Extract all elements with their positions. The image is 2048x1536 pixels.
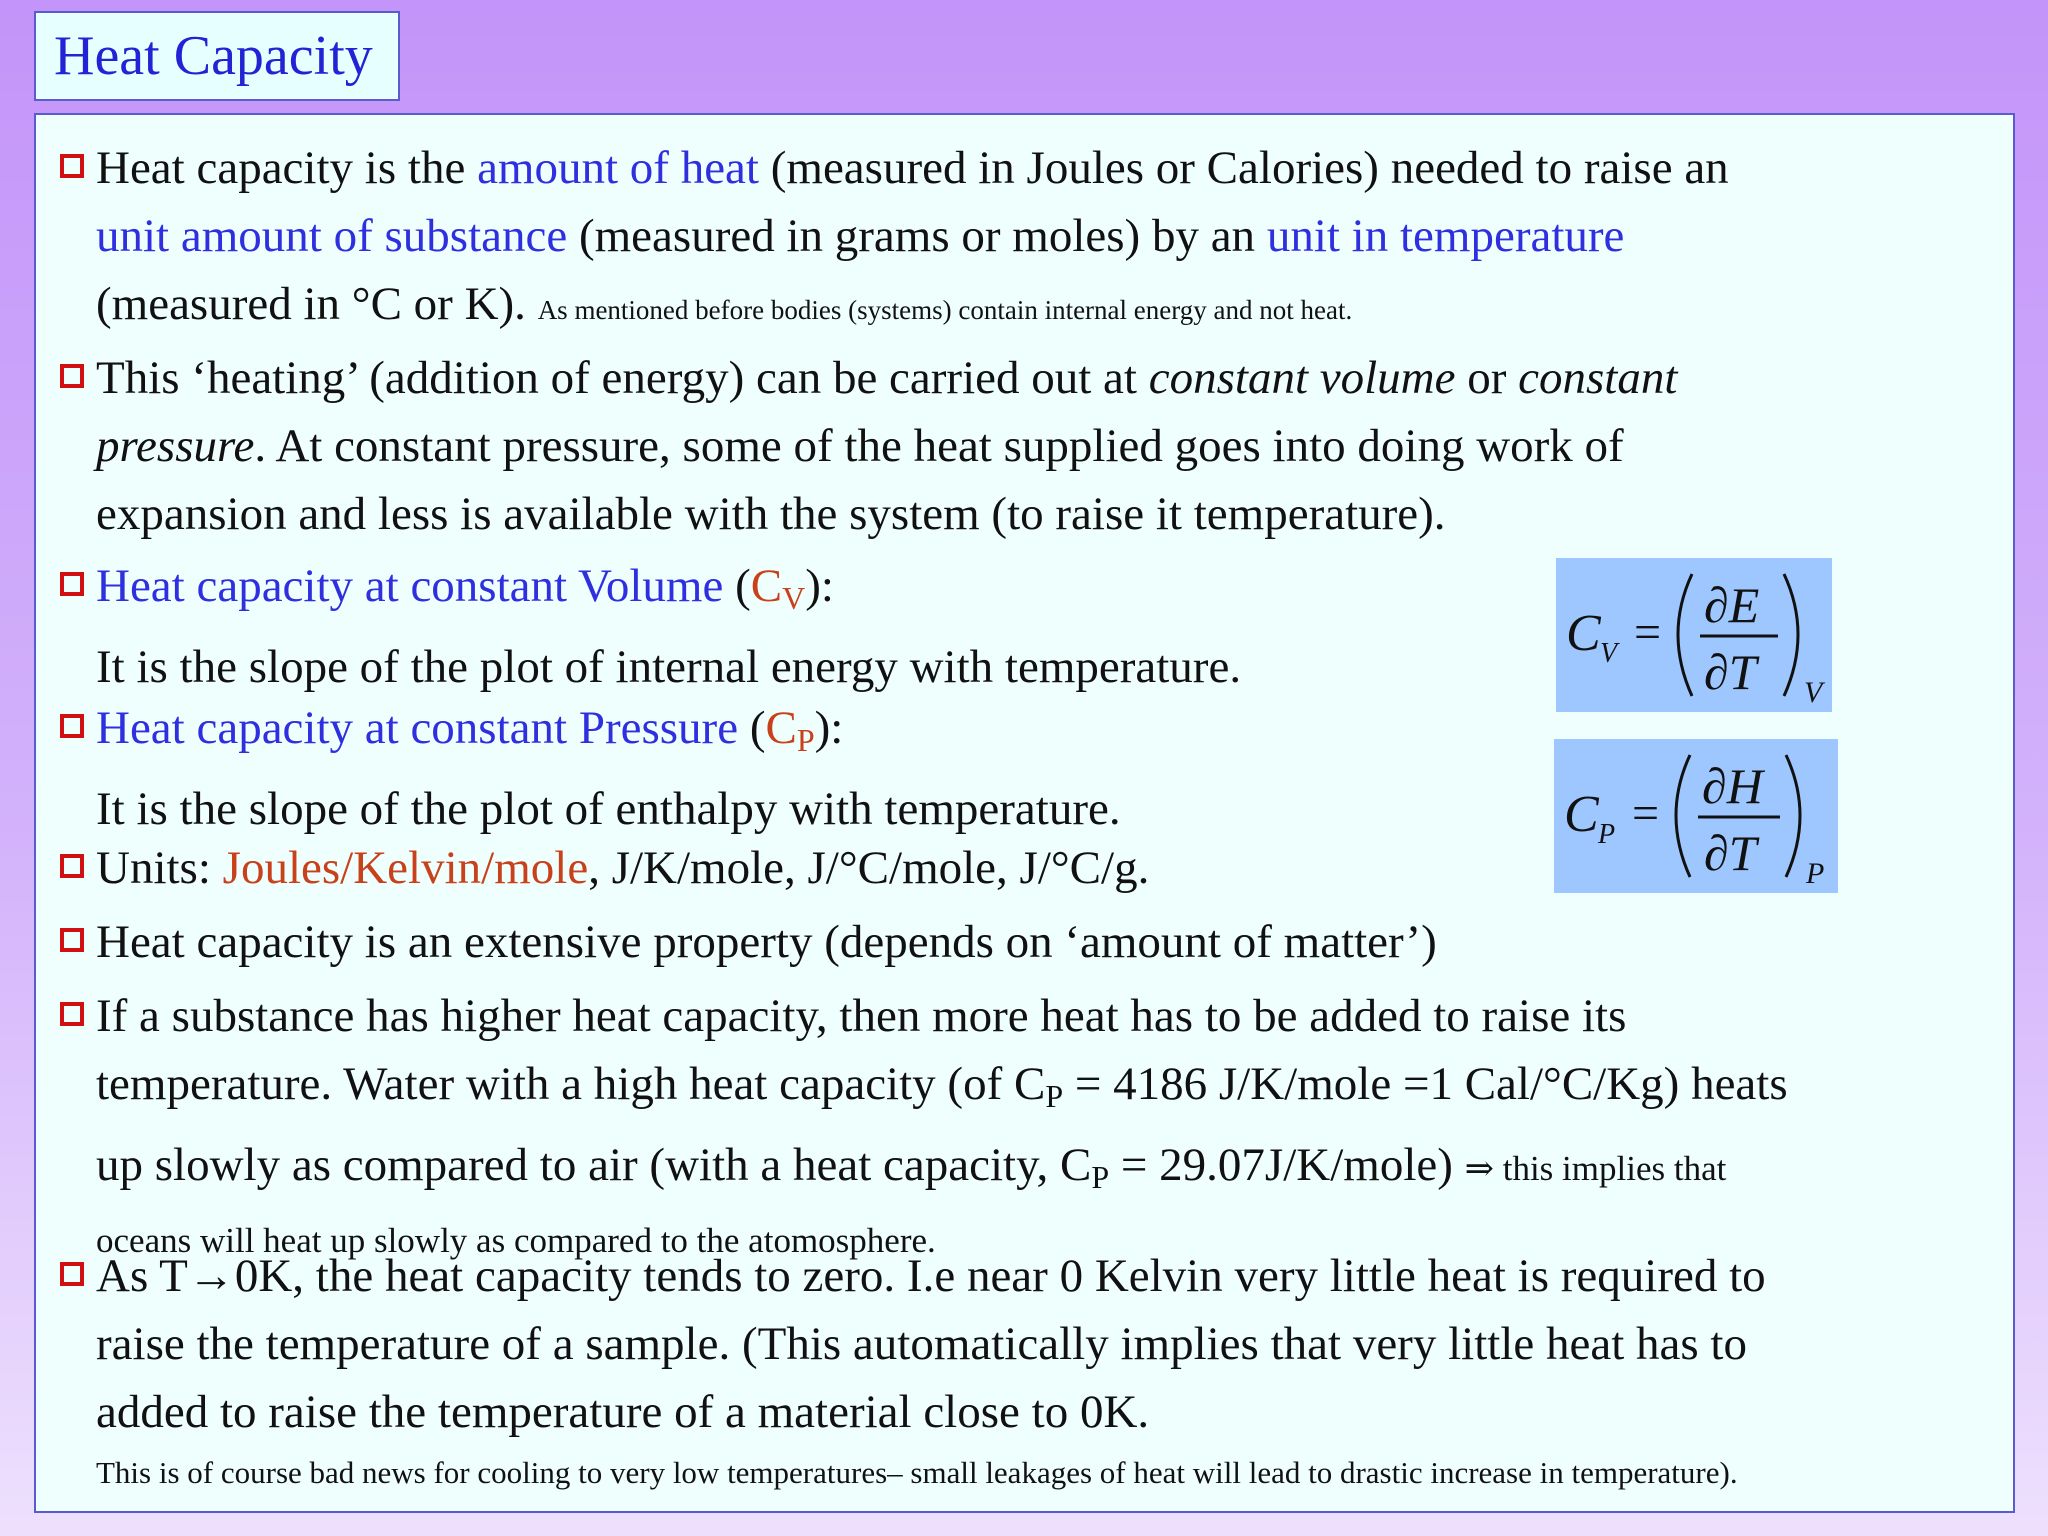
eq-cp-numerator: ∂H bbox=[1702, 758, 1763, 814]
bullet-cv: Heat capacity at constant Volume $(C_V)$: It is the slope of the plot of internal energy with temperature. bbox=[96, 552, 1241, 701]
eq-cp-left-paren bbox=[1676, 755, 1690, 877]
eq-cv-right-paren bbox=[1784, 574, 1798, 696]
eq-cv-lhs: C bbox=[1566, 605, 1601, 662]
equation-cv bbox=[1556, 558, 1832, 712]
eq-cv-left-paren bbox=[1678, 574, 1692, 696]
eq-cp-right-paren bbox=[1786, 755, 1800, 877]
eq-cv-subscript: V bbox=[1804, 676, 1823, 709]
slide-title: Heat Capacity bbox=[34, 11, 400, 101]
eq-cv-denominator: ∂T bbox=[1704, 644, 1757, 700]
eq-cp-denominator: ∂T bbox=[1704, 825, 1757, 881]
eq-cp-subscript: P bbox=[1806, 857, 1825, 890]
bullet-units: Units: Joules/Kelvin/mole, J/K/mole, J/°C/mole, J/°C/g. bbox=[96, 834, 1149, 902]
equation-cp-graphic bbox=[1554, 739, 1838, 893]
bullet-cp: Heat capacity at constant Pressure $(C_P)$: It is the slope of the plot of enthalpy with temperature. bbox=[96, 694, 1121, 843]
bullet-square-icon bbox=[60, 154, 84, 178]
eq-cv-equals: = bbox=[1634, 606, 1662, 659]
eq-cv-lhs-sub: V bbox=[1600, 638, 1618, 669]
equation-cp bbox=[1554, 739, 1838, 893]
eq-cp-lhs-sub: P bbox=[1598, 819, 1616, 850]
bullet-square-icon bbox=[60, 364, 84, 388]
bullet-zero-kelvin: As T→0K, the heat capacity tends to zero. I.e near 0 Kelvin very little heat is required to raise the temperature of a sample. (This automatically implies that very little heat has to added to raise the temperature of a material close to 0K. This is of course bad news for cooling to very low temperatures– small leakages of heat will lead to drastic increase in temperature). bbox=[96, 1242, 1766, 1495]
bullet-square-icon bbox=[60, 1262, 84, 1286]
bullet-square-icon bbox=[60, 854, 84, 878]
equation-cv-graphic bbox=[1556, 558, 1832, 712]
bullet-square-icon bbox=[60, 928, 84, 952]
bullet-extensive-property: Heat capacity is an extensive property (depends on ‘amount of matter’) bbox=[96, 908, 1437, 976]
bullet-heating-conditions: This ‘heating’ (addition of energy) can be carried out at constant volume or constant pressure. At constant pressure, some of the heat supplied goes into doing work of expansion and less is available with the system (to raise it temperature). bbox=[96, 344, 1677, 548]
bullet-heat-capacity-definition: Heat capacity is the amount of heat (measured in Joules or Calories) needed to raise an unit amount of substance (measured in grams or moles) by an unit in temperature (measured in °C or K). As mentioned before bodies (systems) contain internal energy and not heat. bbox=[96, 134, 1729, 344]
bullet-square-icon bbox=[60, 714, 84, 738]
bullet-water-example: If a substance has higher heat capacity, then more heat has to be added to raise its temperature. Water with a high heat capacity (of $C_P = 4186$ J/K/mole =1 Cal/°C/Kg) heats up slowly as compared to air (with a heat capacity, $C_P$ = 29.07J/K/mole) ⇒ this implies that oceans will heat up slowly as compared to the atomosphere. bbox=[96, 982, 1788, 1266]
eq-cp-lhs: C bbox=[1564, 786, 1599, 843]
eq-cp-equals: = bbox=[1632, 787, 1660, 840]
bullet-square-icon bbox=[60, 572, 84, 596]
eq-cv-numerator: ∂E bbox=[1704, 577, 1760, 633]
bullet-square-icon bbox=[60, 1002, 84, 1026]
